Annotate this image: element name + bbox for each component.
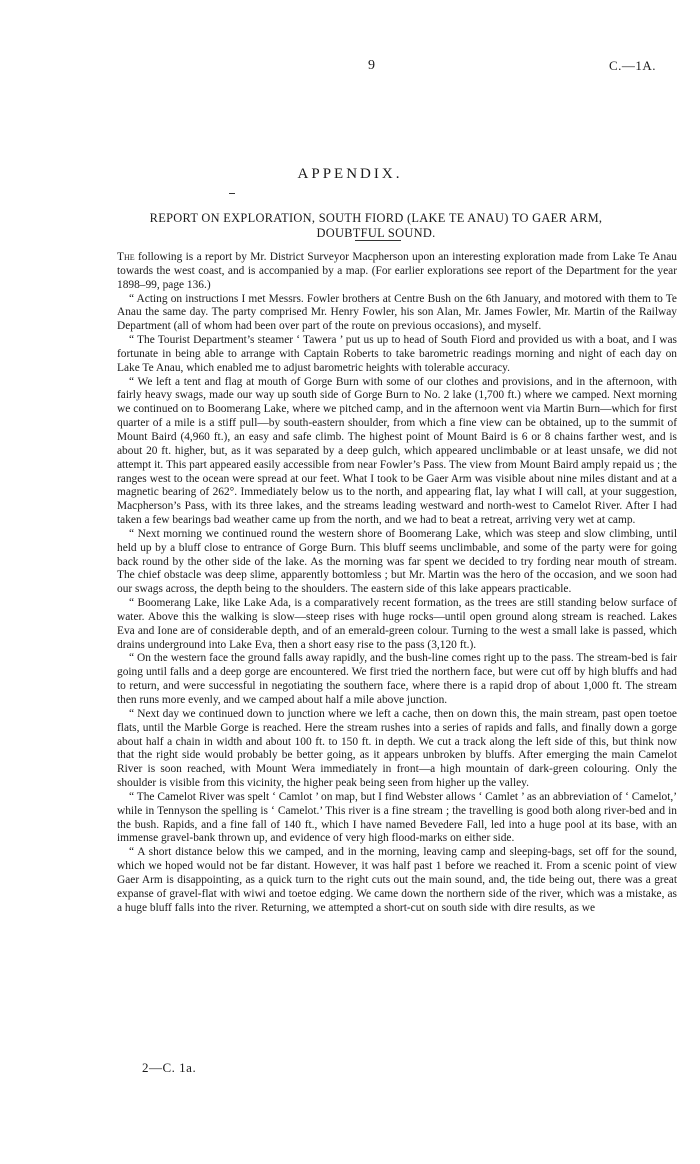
paragraph-camelot-river: “ The Camelot River was spelt ‘ Camlot ’ on map, but I find Webster allows ‘ Camlet ’ as an abbreviation of ‘ Camelot,’ while in Tennyson the spelling is ‘ Camelot.’ This river is a fine stream ; the travelling is good both along river-bed and in the bush. Rapids, and a fine fall of 140 ft., which I have named Bevedere Fall, led into a huge pool at its base, with an immense gravel-bank thrown up, and evidence of very high flood-marks on either side. <box>117 790 677 845</box>
paragraph-gaer-arm: “ A short distance below this we camped, and in the morning, leaving camp and sleeping-bags, set off for the sound, which we hoped would not be far distant. However, it was half past 1 before we reached it. From a scenic point of view Gaer Arm is disappointing, as a quick turn to the right cuts out the main sound, and, the tide being out, there was a great expanse of gravel-flat with wiwi and toetoe edging. We came down the northern side of the river, which was a mistake, as a huge bluff falls into the river. Returning, we attempted a short-cut on south side with dire results, as we <box>117 846 677 914</box>
paragraph-western-face: “ On the western face the ground falls away rapidly, and the bush-line comes right up to the pass. The stream-bed is fair going until falls and a deep gorge are encountered. We first tried the northern face, but were cut off by high bluffs and had to return, and were successful in negotiating the southern face, where there is a rapid drop of about 1,000 ft. The stream then runs more evenly, and we camped about half a mile above junction. <box>117 652 677 706</box>
intro-text: following is a report by Mr. District Surveyor Macpherson upon an interesting exploration made from Lake Te Anau towards the west coast, and is accompanied by a map. (For earlier explorations see report of the Department for the year 1898–99, page 136.) <box>117 251 677 291</box>
footer-sheet-reference: 2—C. 1a. <box>142 1060 197 1075</box>
divider-mid <box>355 240 401 241</box>
paragraph-boomerang-lake: “ Boomerang Lake, like Lake Ada, is a comparatively recent formation, as the trees are still standing below surface of water. Above this the walking is slow—steep rises with huge rocks—until open ground along stream is reached. Lakes Eva and Ione are of considerable depth, and of an emerald-green colour. Turning to the west a small lake is passed, which drains underground into Lake Eva, then a short easy rise to the pass (3,120 ft.). <box>117 597 677 651</box>
paragraph-intro <box>117 251 677 293</box>
page-number: 9 <box>368 58 375 73</box>
document-reference: C.—1A. <box>608 58 656 73</box>
report-title-line-2: DOUBTFUL SOUND. <box>316 226 436 240</box>
report-title <box>86 211 666 241</box>
report-body <box>117 251 677 916</box>
paragraph-boomerang-shore: “ Next morning we continued round the western shore of Boomerang Lake, which was steep and slow climbing, until held up by a bluff close to entrance of Gorge Burn. This bluff seems unclimbable, and some of the party were for going back round by the other side of the lake. As the morning was far spent we decided to try fording near mouth of stream. The chief obstacle was deep slime, apparently bottomless ; but Mr. Martin was the hero of the occasion, and we soon had our swags across, the depth being to the shoulders. The eastern side of this lake appears practicable. <box>117 527 677 596</box>
intro-lead-word: The <box>117 251 135 263</box>
appendix-title: APPENDIX. <box>297 166 403 182</box>
paragraph-mount-baird: “ We left a tent and flag at mouth of Gorge Burn with some of our clothes and provisions, and in the afternoon, with fairly heavy swags, made our way up south side of Gorge Burn to No. 2 lake (1,700 ft.) where we camped. Next morning we continued on to Boomerang Lake, where we pitched camp, and in the afternoon went via Martin Burn—which for first quarter of a mile is a stiff pull—by south-eastern shoulder, from which a fine view can be obtained, up to the summit of Mount Baird (4,960 ft.), an easy and safe climb. The highest point of Mount Baird is 6 or 8 chains farther west, and is about 20 ft. higher, but, as it was separated by a deep gulch, which appeared unclimbable or at least unsafe, we did not attempt it. This part appeared easily accessible from near Fowler’s Pass. The view from Mount Baird amply repaid us ; the ranges west to the ocean were spread at our feet. What I took to be Gaer Arm was visible about nine miles distant and at a magnetic bearing of 262°. Immediately below us to the north, and appearing flat, lay what I will call, at your suggestion, Macpherson’s Pass, with its three lakes, and the streams leading westward and north-west to Camelot River. After I had taken a few bearings bad weather came up from the north, and we had to beat a retreat, arriving very wet at camp. <box>117 375 677 527</box>
paragraph-marble-gorge: “ Next day we continued down to junction where we left a cache, then on down this, the main stream, past open toetoe flats, until the Marble Gorge is reached. Here the stream rushes into a series of rapids and falls, and finally down a gorge about half a chain in width and about 100 ft. to 150 ft. in depth. We cut a track along the left side of this, but think now that the right side would probably be better going, as it appears unbroken by bluffs. After emerging the main Camelot River is soon reached, with Mount Wera immediately in front—a high mountain of dark-green colouring. Only the shoulder is visible from this vicinity, the higher peak being seen from higher up the valley. <box>117 707 677 790</box>
report-title-line-1: REPORT ON EXPLORATION, SOUTH FIORD (LAKE TE ANAU) TO GAER ARM, <box>149 211 603 225</box>
paragraph-steamer: “ The Tourist Department’s steamer ‘ Tawera ’ put us up to head of South Fiord and provided us with a boat, and I was fortunate in being able to arrange with Captain Roberts to take barometric readings morning and night of each day on Lake Te Anau, which enabled me to adjust barometric heights with tolerable accuracy. <box>117 334 677 374</box>
paragraph-instructions: “ Acting on instructions I met Messrs. Fowler brothers at Centre Bush on the 6th January, and motored with them to Te Anau the same day. The party comprised Mr. Henry Fowler, his son Alan, Mr. James Fowler, Mr. Martin of the Railway Department (all of whom had been over part of the route on previous occasions), and myself. <box>117 292 677 333</box>
divider-short <box>229 193 235 194</box>
